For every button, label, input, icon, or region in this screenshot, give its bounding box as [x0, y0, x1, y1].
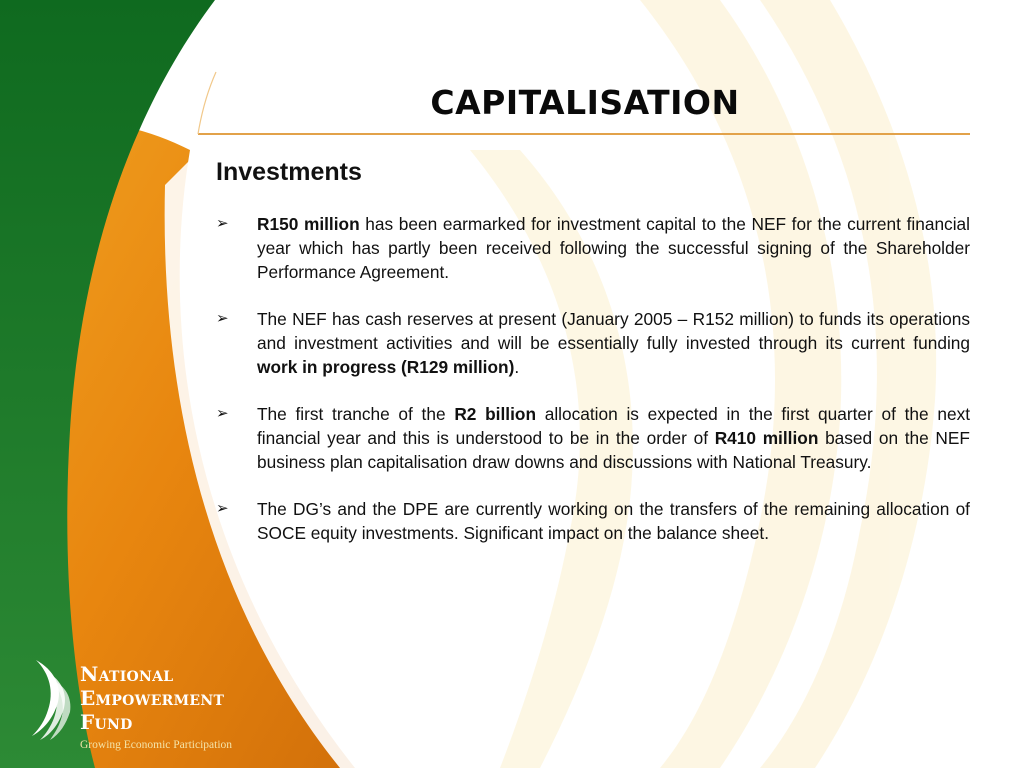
nef-logo — [20, 656, 270, 756]
bullet-item — [216, 402, 970, 474]
logo-line-national: NATIONAL — [80, 662, 174, 686]
arrow-bullet-icon: ➢ — [216, 310, 229, 327]
slide-title: CAPITALISATION — [430, 83, 740, 122]
bullet-item — [216, 497, 970, 545]
bullet-text: . — [514, 357, 520, 377]
logo-line-empowerment: EMPOWERMENT — [80, 686, 225, 710]
bullet-text: based on the NEF business plan capitalisation draw downs and discussions with National Treasury. — [257, 428, 970, 472]
bullet-emphasis: R150 million — [257, 214, 360, 234]
bullet-text: The first tranche of the — [257, 404, 455, 424]
bullet-item — [216, 307, 970, 379]
arrow-bullet-icon: ➢ — [216, 500, 229, 517]
arrow-bullet-icon: ➢ — [216, 215, 229, 232]
bullet-item — [216, 212, 970, 284]
bullet-text: The DG’s and the DPE are currently working on the transfers of the remaining allocation of SOCE equity investments. Significant impact on the balance sheet. — [257, 499, 970, 543]
bullet-emphasis: work in progress (R129 million) — [257, 357, 515, 377]
bullet-text: The NEF has cash reserves at present (January 2005 – R152 million) to funds its operations and investment activities and will be essentially fully invested through its current funding — [257, 309, 970, 353]
bullet-emphasis: R2 billion — [454, 404, 536, 424]
logo-tagline: Growing Economic Participation — [80, 739, 233, 751]
flame-logo-icon — [20, 656, 76, 746]
logo-line-fund: FUND — [80, 710, 133, 734]
bullet-list — [216, 212, 970, 568]
section-heading: Investments — [216, 158, 362, 186]
arrow-bullet-icon: ➢ — [216, 405, 229, 422]
bullet-emphasis: R410 million — [714, 428, 819, 448]
logo-wordmark — [80, 664, 232, 751]
bullet-text: allocation is expected in the first quarter of the next financial year and this is understood to be in the order of — [257, 404, 971, 448]
bullet-text: has been earmarked for investment capital to the NEF for the current financial year which has partly been received following the successful signing of the Shareholder Performance Agreement. — [257, 214, 970, 282]
